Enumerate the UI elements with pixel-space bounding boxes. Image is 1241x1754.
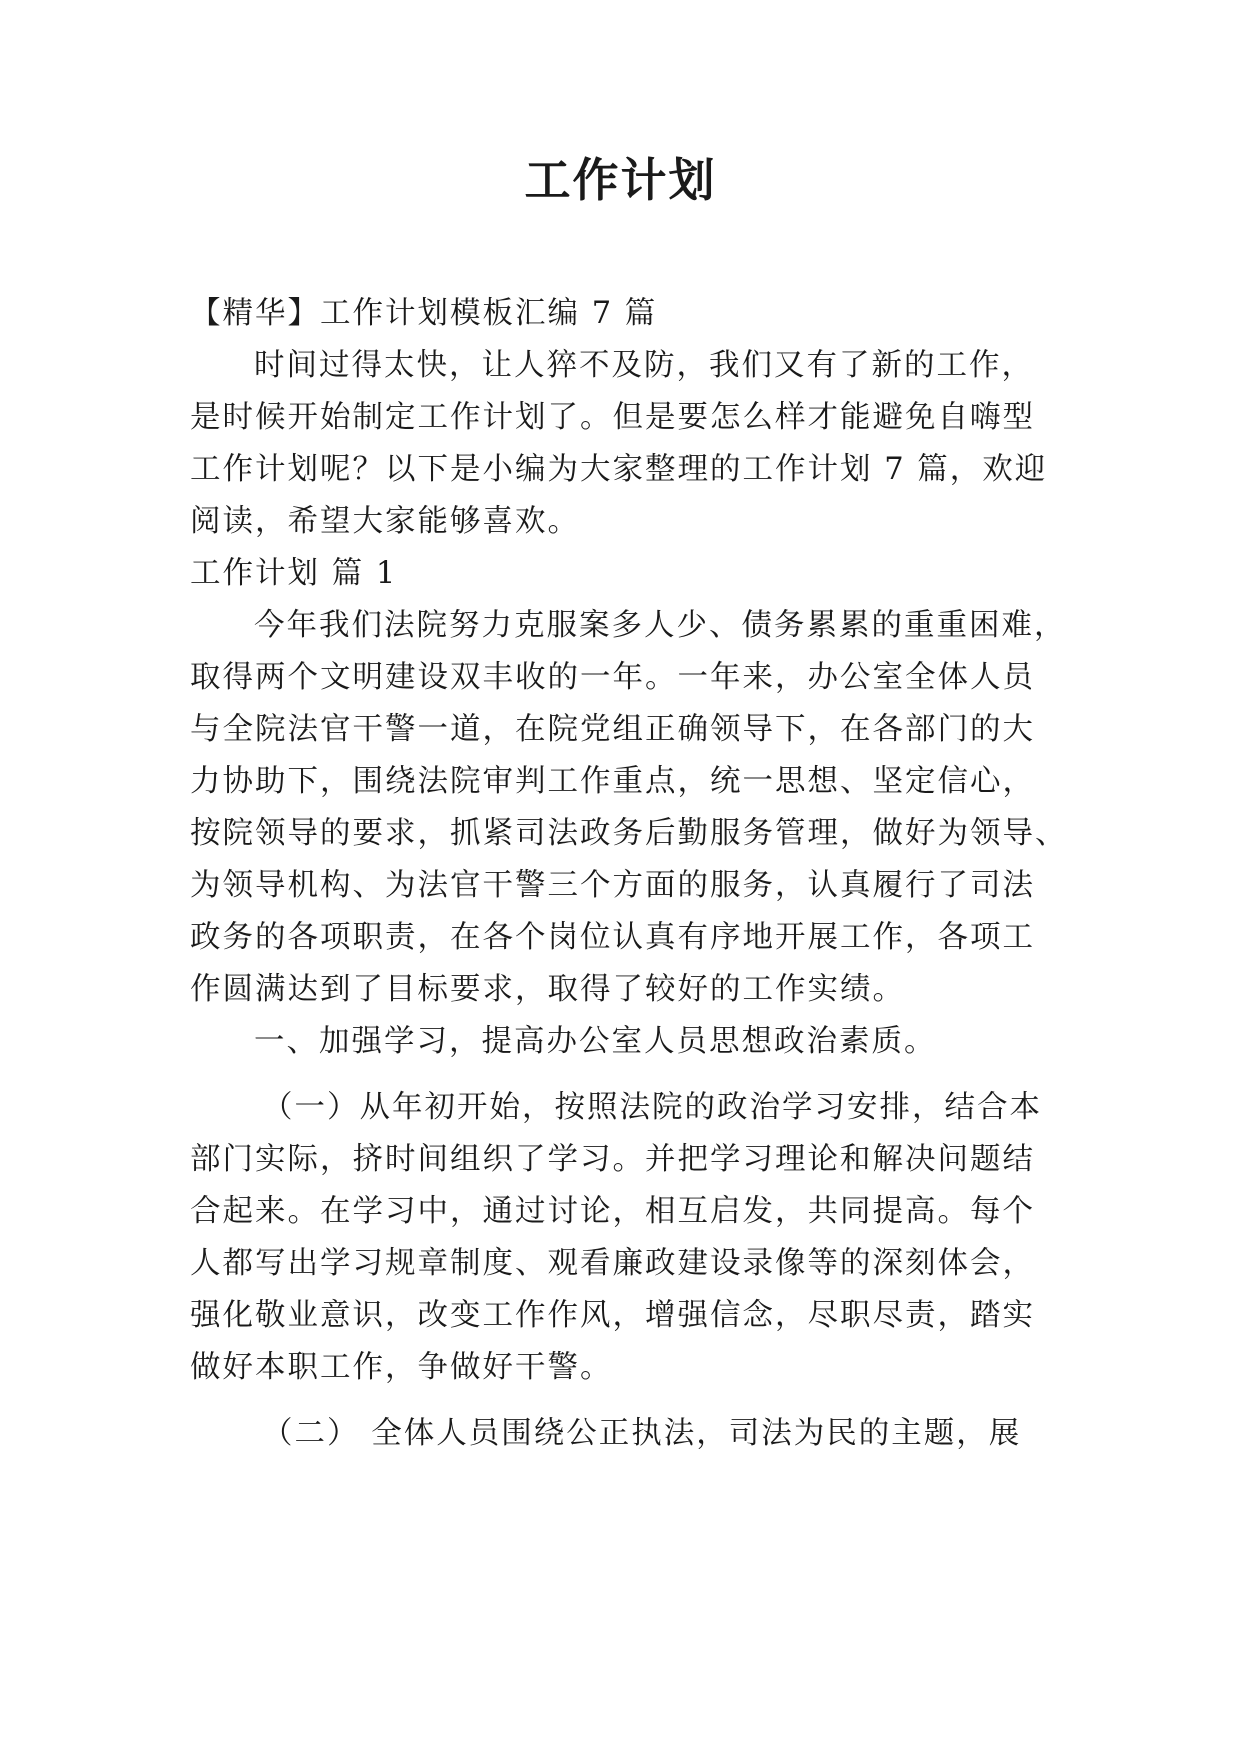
subsection-heading: 一、加强学习，提高办公室人员思想政治素质。 [254, 1024, 937, 1059]
paragraph-line: 部门实际，挤时间组织了学习。并把学习理论和解决问题结 [190, 1142, 1035, 1177]
paragraph-line: （二） 全体人员围绕公正执法，司法为民的主题，展 [262, 1416, 1022, 1451]
paragraph-line: 按院领导的要求，抓紧司法政务后勤服务管理，做好为领导、 [190, 816, 1068, 851]
paragraph-line: 人都写出学习规章制度、观看廉政建设录像等的深刻体会， [190, 1246, 1035, 1281]
paragraph-line: 取得两个文明建设双丰收的一年。一年来，办公室全体人员 [190, 660, 1035, 695]
paragraph-line: 力协助下，围绕法院审判工作重点，统一思想、坚定信心， [190, 764, 1035, 799]
paragraph-line: 与全院法官干警一道，在院党组正确领导下，在各部门的大 [190, 712, 1035, 747]
paragraph-line: 合起来。在学习中，通过讨论，相互启发，共同提高。每个 [190, 1194, 1035, 1229]
paragraph-line: 做好本职工作，争做好干警。 [190, 1350, 613, 1385]
paragraph-line: 为领导机构、为法官干警三个方面的服务，认真履行了司法 [190, 868, 1035, 903]
paragraph-line: 时间过得太快，让人猝不及防，我们又有了新的工作， [254, 348, 1034, 383]
paragraph-line: 工作计划呢？以下是小编为大家整理的工作计划 7 篇，欢迎 [190, 452, 1048, 487]
paragraph-line: 政务的各项职责，在各个岗位认真有序地开展工作，各项工 [190, 920, 1035, 955]
paragraph-line: （一）从年初开始，按照法院的政治学习安排，结合本 [262, 1090, 1042, 1125]
paragraph-line: 阅读，希望大家能够喜欢。 [190, 504, 580, 539]
document-subtitle: 【精华】工作计划模板汇编 7 篇 [190, 296, 658, 331]
paragraph-line: 强化敬业意识，改变工作作风，增强信念，尽职尽责，踏实 [190, 1298, 1035, 1333]
paragraph-line: 作圆满达到了目标要求，取得了较好的工作实绩。 [190, 972, 905, 1007]
paragraph-line: 是时候开始制定工作计划了。但是要怎么样才能避免自嗨型 [190, 400, 1035, 435]
document-body [190, 288, 1070, 1460]
page-title: 工作计划 [524, 153, 717, 207]
paragraph-line: 今年我们法院努力克服案多人少、债务累累的重重困难， [254, 608, 1067, 643]
section-heading: 工作计划 篇 1 [190, 556, 398, 591]
